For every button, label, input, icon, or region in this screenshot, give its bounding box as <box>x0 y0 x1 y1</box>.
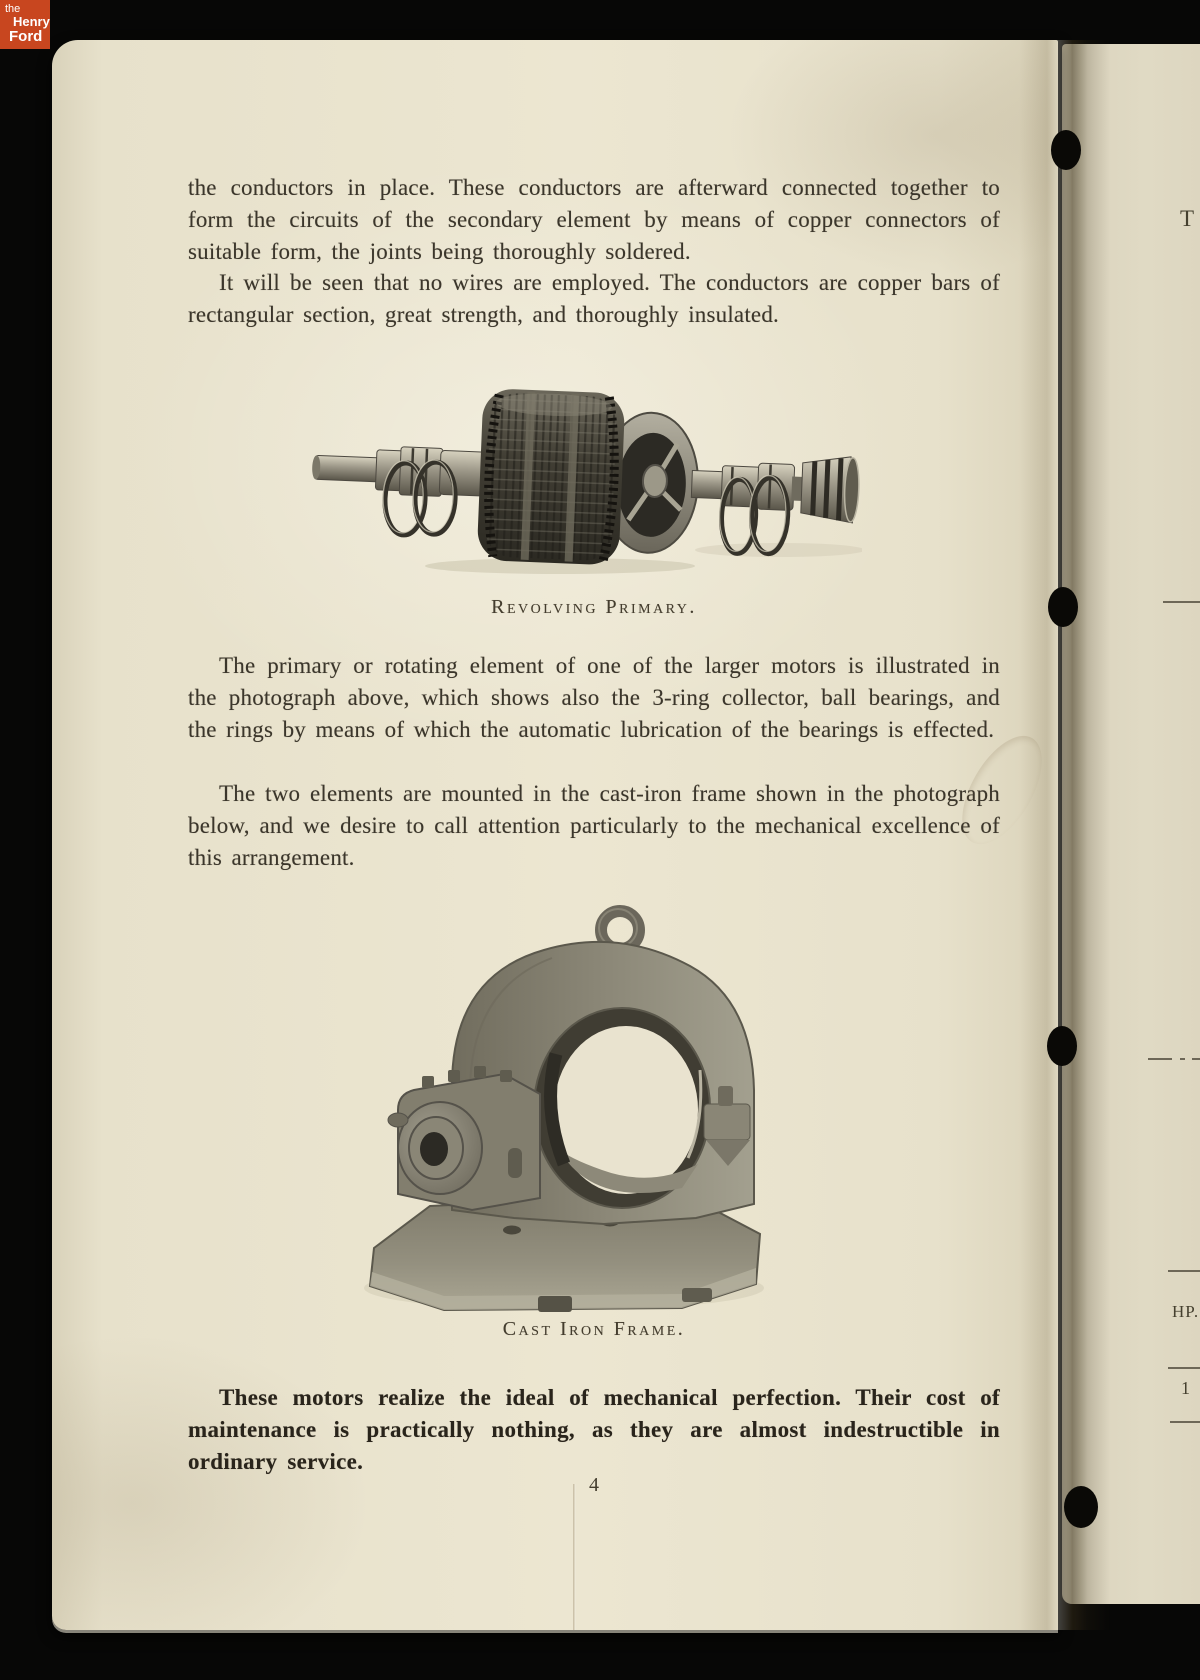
revolving-primary-photo <box>300 378 862 576</box>
base-bolt-hole <box>503 1226 521 1235</box>
binding-hole <box>1051 130 1081 170</box>
bearing-pedestal <box>388 1066 540 1210</box>
paragraph-motors-perfection: These motors realize the ideal of mechanical perfection. Their cost of maintenance is practically nothing, as they are almost indestructible in ordinary service. <box>188 1385 1000 1474</box>
facing-page-rule <box>1163 601 1200 603</box>
base-foot <box>682 1288 712 1302</box>
boss-lug <box>388 1113 408 1127</box>
logo-text-the: the <box>5 3 21 15</box>
clamp-bolt <box>718 1086 733 1106</box>
pedestal-stud <box>422 1076 434 1088</box>
shaft-bore <box>420 1132 448 1166</box>
core-slots <box>485 392 617 561</box>
paragraph-two-elements: The two elements are mounted in the cast-iron frame shown in the photograph below, and we desire to call attention particularly to the mechanical excellence of this arrangement. <box>188 781 1000 870</box>
paragraph-conductors: the conductors in place. These conductors are afterward connected together to form the circuits of the secondary element by means of copper connectors of suitable form, the joints being thoroughly soldered. <box>188 175 1000 264</box>
cast-iron-frame-photo <box>352 858 772 1316</box>
rotor-assembly <box>309 381 862 575</box>
page-crease <box>573 1484 576 1630</box>
paragraph-no-wires: It will be seen that no wires are employed. The conductors are copper bars of rectangular section, great strength, and thoroughly insulated. <box>188 270 1000 327</box>
shaft-end <box>314 455 381 482</box>
bearing-journal <box>439 450 485 496</box>
facing-page-dashed-rule <box>1148 1058 1200 1060</box>
binding-hole <box>1064 1486 1098 1528</box>
facing-page-text-fragment-hp: HP. <box>1172 1302 1200 1321</box>
pedestal-stud <box>448 1070 460 1082</box>
shaft-mid <box>691 470 724 498</box>
logo-text-ford: Ford <box>9 28 43 45</box>
facing-page-text-fragment-one: 1 <box>1181 1378 1190 1398</box>
pedestal-stud <box>500 1070 512 1082</box>
pedestal-stud <box>474 1066 486 1078</box>
base-foot <box>538 1296 572 1312</box>
clamp-bracket <box>704 1104 750 1140</box>
facing-page-rule <box>1168 1270 1200 1272</box>
shaft-hub <box>642 465 667 498</box>
facing-page-rule <box>1168 1367 1200 1369</box>
binding-hole <box>1048 587 1078 627</box>
henry-ford-logo <box>0 0 50 49</box>
facing-page <box>1062 44 1200 1604</box>
paragraph-primary-element: The primary or rotating element of one of the larger motors is illustrated in the photograph above, which shows also the 3-ring collector, ball bearings, and the rings by means of which the automatic lubrication of the bearings is effected. <box>188 653 1000 742</box>
photo-caption-revolving-primary: Revolving Primary. <box>491 596 697 618</box>
catalog-page <box>52 40 1058 1630</box>
page-number: 4 <box>589 1474 599 1496</box>
binding-hole <box>1047 1026 1077 1066</box>
oil-plug <box>508 1148 522 1178</box>
photo-caption-cast-iron-frame: Cast Iron Frame. <box>502 1318 686 1340</box>
facing-page-text-fragment-top: T <box>1180 206 1195 231</box>
facing-page-rule <box>1170 1421 1200 1423</box>
logo-text-henry: Henry <box>13 14 50 29</box>
